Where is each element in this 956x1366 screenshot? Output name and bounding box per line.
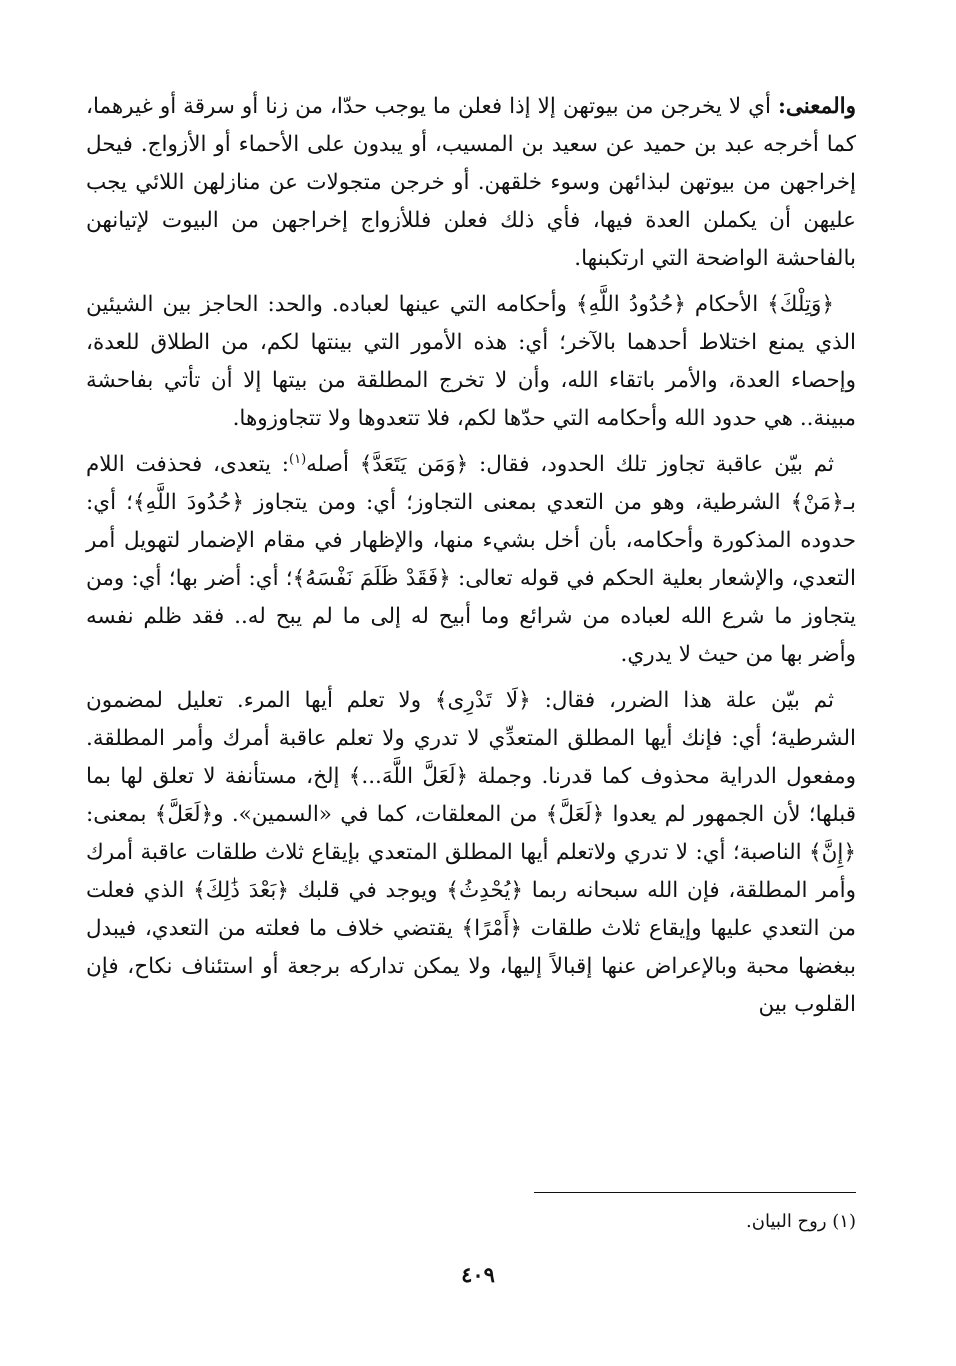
paragraph-1 [86,88,856,278]
footnote: (١) روح البيان. [746,1211,856,1232]
footnote-divider [534,1192,856,1193]
paragraph-1-text: أي لا يخرجن من بيوتهن إلا إذا فعلن ما يوجب حدّا، من زنا أو سرقة أو غيرهما، كما أخرجه عبد بن حميد عن سعيد بن المسيب، أو يبدون على الأحماء أو الأزواج. فيحل إخراجهن من بيوتهن لبذائهن وسوء خلقهن. أو خرجن متجولات عن منازلهن اللائي يجب عليهن أن يكملن العدة فيها، فأي ذلك فعلن فللأزواج إخراجهن من البيوت لإتيانهن بالفاحشة الواضحة التي ارتكبنها. [86,94,856,271]
paragraph-3 [86,446,856,674]
paragraph-4: ثم بيّن علة هذا الضرر، فقال: ﴿لَا تَدْرِى﴾ ولا تعلم أيها المرء. تعليل لمضمون الشرطية؛ أي: فإنك أيها المطلق المتعدِّي لا تدري ولا تعلم عاقبة أمرك وأمر المطلقة. ومفعول الدراية محذوف كما قدرنا. وجملة ﴿لَعَلَّ اللَّهَ...﴾ إلخ، مستأنفة لا تعلق لها بما قبلها؛ لأن الجمهور لم يعدوا ﴿لَعَلَّ﴾ من المعلقات، كما في «السمين». و﴿لَعَلَّ﴾ بمعنى: ﴿إِنَّ﴾ الناصبة؛ أي: لا تدري ولاتعلم أيها المطلق المتعدي بإيقاع ثلاث طلقات عاقبة أمرك وأمر المطلقة، فإن الله سبحانه ربما ﴿يُحْدِثُ﴾ ويوجد في قلبك ﴿بَعْدَ ذَٰلِكَ﴾ الذي فعلت من التعدي عليها وإيقاع ثلاث طلقات ﴿أَمْرًا﴾ يقتضي خلاف ما فعلته من التعدي، فيبدل ببغضها محبة وبالإعراض عنها إقبالاً إليها، ولا يمكن تداركه برجعة أو استئناف نكاح، فإن القلوب بين [86,688,856,1017]
page-number: ٤٠٩ [461,1262,495,1287]
paragraph-3-text: : يتعدى، فحذفت اللام بـ﴿مَنْ﴾ الشرطية، وهو من التعدي بمعنى التجاوز؛ أي: ومن يتجاوز ﴿حُدُودَ اللَّهِ﴾؛ أي: حدوده المذكورة وأحكامه، بأن أخل بشيء منها، والإظهار في مقام الإضمار لتهويل أمر التعدي، والإشعار بعلية الحكم في قوله تعالى: ﴿فَقَدْ ظَلَمَ نَفْسَهُ﴾؛ أي: أضر بها؛ أي: ومن يتجاوز ما شرع الله لعباده من شرائع وما أبيح له إلى ما لم يبح له.. فقد ظلم نفسه وأضر بها من حيث لا يدري. [86,452,856,667]
lead-word: والمعنى: [777,94,856,119]
main-text [86,88,856,1032]
paragraph-3-start: ثم بيّن عاقبة تجاوز تلك الحدود، فقال: ﴿وَمَن يَتَعَدَّ﴾ أصله [306,452,835,477]
footnote-marker: (١) [289,451,307,467]
paragraph-2: ﴿وَتِلْكَ﴾ الأحكام ﴿حُدُودُ اللَّهِ﴾ وأحكامه التي عينها لعباده. والحد: الحاجز بين الشيئين الذي يمنع اختلاط أحدهما بالآخر؛ أي: هذه الأمور التي بينتها لكم، من الطلاق للعدة، وإحصاء العدة، والأمر باتقاء الله، وأن لا تخرج المطلقة من بيتها إلا أن تأتي بفاحشة مبينة.. هي حدود الله وأحكامه التي حدّها لكم، فلا تتعدوها ولا تتجاوزوها. [86,292,856,431]
